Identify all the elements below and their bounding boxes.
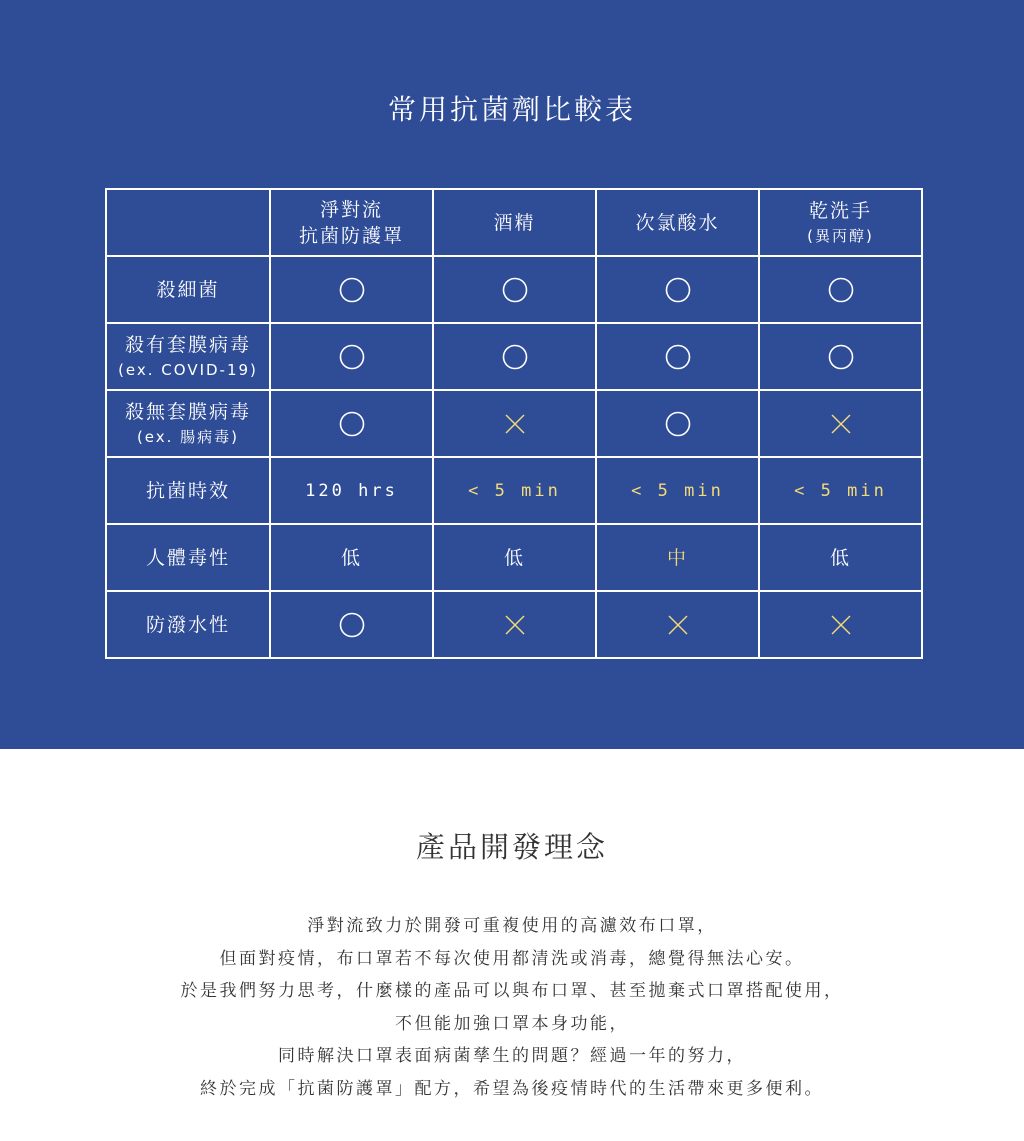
table-cell [597, 525, 760, 592]
table-cell [597, 324, 760, 391]
concept-paragraph [0, 910, 1024, 1105]
table-cell [597, 257, 760, 324]
comparison-table [105, 188, 923, 659]
table-cell [434, 324, 597, 391]
row-label [107, 324, 271, 391]
column-header-subtitle: 抗菌防護罩 [298, 224, 404, 247]
cross-mark-icon [502, 411, 528, 437]
circle-mark-icon [339, 612, 365, 638]
cross-mark-icon [828, 612, 854, 638]
cell-value: < 5 min [468, 480, 561, 501]
table-cell [597, 391, 760, 458]
row-label [107, 391, 271, 458]
table-cell [760, 324, 923, 391]
table-cell [271, 458, 434, 525]
circle-mark-icon [665, 344, 691, 370]
column-header-subtitle: (異丙醇) [807, 226, 874, 245]
table-cell [271, 525, 434, 592]
circle-mark-icon [665, 277, 691, 303]
cross-mark-icon [828, 411, 854, 437]
circle-mark-icon [502, 277, 528, 303]
circle-mark-icon [828, 277, 854, 303]
column-header [760, 190, 923, 257]
circle-mark-icon [339, 344, 365, 370]
row-label-title: 人體毒性 [145, 546, 230, 569]
comparison-title: 常用抗菌劑比較表 [387, 93, 636, 126]
cell-value: < 5 min [631, 480, 724, 501]
row-label [107, 592, 271, 659]
concept-title: 產品開發理念 [415, 830, 608, 864]
table-cell [271, 592, 434, 659]
table-cell [760, 592, 923, 659]
column-header-title: 乾洗手 [808, 199, 872, 222]
table-cell [760, 391, 923, 458]
concept-line: 不但能加強口罩本身功能， [395, 1013, 629, 1034]
circle-mark-icon [665, 411, 691, 437]
column-header-title: 酒精 [493, 211, 536, 234]
table-cell [760, 525, 923, 592]
cell-value: 120 hrs [305, 480, 398, 501]
column-header [271, 190, 434, 257]
concept-line: 但面對疫情，布口罩若不每次使用都清洗或消毒，總覺得無法心安。 [219, 948, 805, 969]
table-cell [434, 458, 597, 525]
cell-value: 低 [503, 546, 525, 569]
row-label-title: 殺細菌 [156, 278, 220, 301]
row-label [107, 257, 271, 324]
table-cell [271, 391, 434, 458]
row-label-title: 殺有套膜病毒 [124, 333, 251, 356]
cell-value: 低 [829, 546, 851, 569]
cell-value: 低 [340, 546, 362, 569]
row-label [107, 525, 271, 592]
circle-mark-icon [502, 344, 528, 370]
row-label-title: 防潑水性 [145, 613, 230, 636]
row-label-example: (ex. 腸病毒) [136, 427, 240, 446]
circle-mark-icon [339, 277, 365, 303]
row-label-title: 抗菌時效 [145, 479, 230, 502]
table-cell [597, 458, 760, 525]
table-cell [271, 257, 434, 324]
row-label-title: 殺無套膜病毒 [124, 400, 251, 423]
column-header-title: 淨對流 [319, 198, 383, 221]
table-cell [597, 592, 760, 659]
table-cell [760, 257, 923, 324]
cell-value: < 5 min [794, 480, 887, 501]
table-cell [434, 257, 597, 324]
table-cell [271, 324, 434, 391]
column-header-title: 次氯酸水 [635, 211, 720, 234]
row-label-example: (ex. COVID-19) [118, 360, 258, 379]
cross-mark-icon [665, 612, 691, 638]
header-corner-cell [107, 190, 271, 257]
concept-line: 同時解決口罩表面病菌孳生的問題？經過一年的努力， [278, 1046, 746, 1066]
cell-value: 中 [666, 546, 688, 569]
table-cell [434, 391, 597, 458]
table-cell [434, 592, 597, 659]
circle-mark-icon [339, 411, 365, 437]
concept-line: 於是我們努力思考，什麼樣的產品可以與布口罩、甚至拋棄式口罩搭配使用， [180, 981, 844, 1001]
concept-line: 終於完成「抗菌防護罩」配方，希望為後疫情時代的生活帶來更多便利。 [200, 1078, 824, 1099]
column-header [597, 190, 760, 257]
row-label [107, 458, 271, 525]
concept-line: 淨對流致力於開發可重複使用的高濾效布口罩， [307, 916, 717, 936]
table-cell [434, 525, 597, 592]
column-header [434, 190, 597, 257]
cross-mark-icon [502, 612, 528, 638]
table-cell [760, 458, 923, 525]
circle-mark-icon [828, 344, 854, 370]
